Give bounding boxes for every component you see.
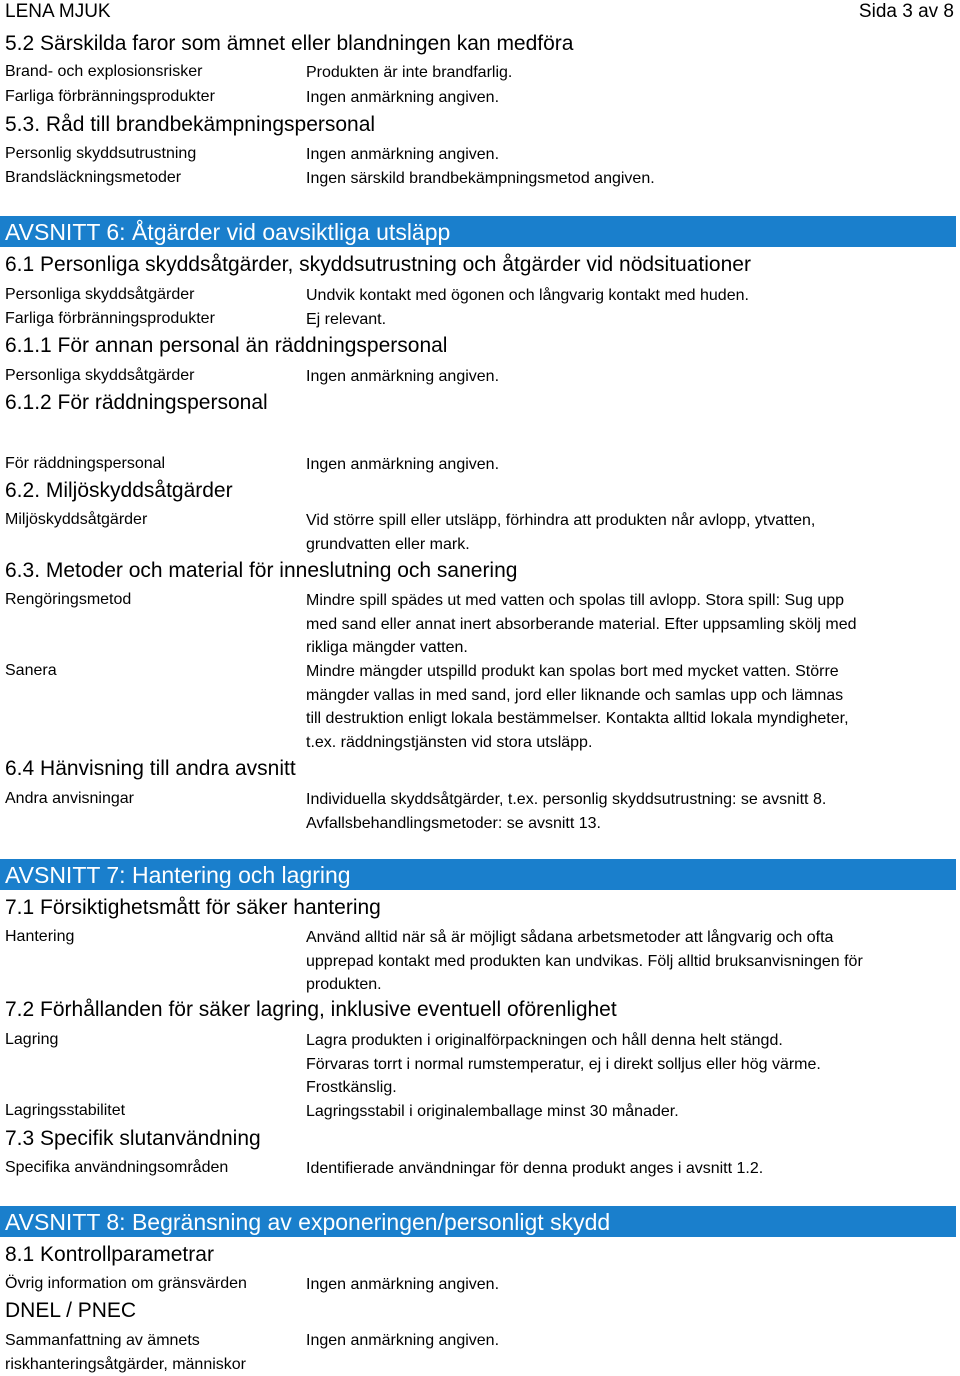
section-title-7-3: 7.3 Specifik slutanvändning <box>5 1127 261 1150</box>
section-title-6-2: 6.2. Miljöskyddsåtgärder <box>5 479 233 502</box>
field-label: Brand- och explosionsrisker <box>5 63 203 80</box>
section-title-6-1-1: 6.1.1 För annan personal än räddningspersonal <box>5 334 448 357</box>
field-label: För räddningspersonal <box>5 455 166 472</box>
field-value: Identifierade användningar för denna produkt anges i avsnitt 1.2. <box>306 1160 764 1177</box>
field-label: Andra anvisningar <box>5 790 134 807</box>
field-value: Mindre mängder utspilld produkt kan spolas bort med mycket vatten. Större mängder vallas in med sand, jord eller liknande och samlas upp och lämnas till destruktion enligt lokala bestämmelser. Kontakta alltid lokala myndigheter, t.ex. räddningstjänsten vid stora utsläpp. <box>306 663 849 751</box>
field-value: Ingen anmärkning angiven. <box>306 1276 500 1293</box>
section-title-5-3: 5.3. Råd till brandbekämpningspersonal <box>5 113 376 136</box>
field-label: Miljöskyddsåtgärder <box>5 511 148 528</box>
field-value: Ingen anmärkning angiven. <box>306 89 500 106</box>
section-title-5-2: 5.2 Särskilda faror som ämnet eller blandningen kan medföra <box>5 32 574 55</box>
field-value: Ingen anmärkning angiven. <box>306 456 500 473</box>
section-title-dnel-pnec: DNEL / PNEC <box>5 1299 137 1322</box>
field-label: Övrig information om gränsvärden <box>5 1275 247 1292</box>
section-band-7 <box>0 859 956 890</box>
field-label: Lagringsstabilitet <box>5 1102 126 1119</box>
field-label: Specifika användningsområden <box>5 1159 229 1176</box>
field-label: Sanera <box>5 662 57 679</box>
section-title-6-1-2: 6.1.2 För räddningspersonal <box>5 391 268 414</box>
field-label: Sammanfattning av ämnets riskhanteringsåtgärder, människor <box>5 1332 247 1373</box>
field-label: Personlig skyddsutrustning <box>5 145 197 162</box>
field-value: Lagra produkten i originalförpackningen och håll denna helt stängd. Förvaras torrt i normal rumstemperatur, ej i direkt solljus eller hög värme. Frostkänslig. <box>306 1032 821 1096</box>
section-band-title: AVSNITT 7: Hantering och lagring <box>5 862 351 888</box>
section-band-6 <box>0 216 956 247</box>
field-value: Individuella skyddsåtgärder, t.ex. personlig skyddsutrustning: se avsnitt 8. Avfallsbehandlingsmetoder: se avsnitt 13. <box>306 791 827 832</box>
section-band-8 <box>0 1206 956 1237</box>
section-title-8-1: 8.1 Kontrollparametrar <box>5 1243 214 1266</box>
section-title-6-3: 6.3. Metoder och material för inneslutning och sanering <box>5 559 518 582</box>
section-band-title: AVSNITT 6: Åtgärder vid oavsiktliga utsläpp <box>5 219 451 245</box>
field-value: Ingen anmärkning angiven. <box>306 1332 500 1349</box>
field-value: Ingen anmärkning angiven. <box>306 368 500 385</box>
field-label: Personliga skyddsåtgärder <box>5 367 195 384</box>
section-band-title: AVSNITT 8: Begränsning av exponeringen/personligt skydd <box>5 1209 611 1235</box>
field-label: Farliga förbränningsprodukter <box>5 88 215 105</box>
field-value: Undvik kontakt med ögonen och långvarig kontakt med huden. <box>306 287 749 304</box>
field-value: Vid större spill eller utsläpp, förhindra att produkten når avlopp, ytvatten, grundvatten eller mark. <box>306 512 816 553</box>
field-value: Ingen särskild brandbekämpningsmetod angiven. <box>306 170 655 187</box>
page-number: Sida 3 av 8 <box>858 1 954 22</box>
field-value: Mindre spill spädes ut med vatten och spolas till avlopp. Stora spill: Sug upp med sand eller annat inert absorberande material. Efter uppsamling skölj med rikliga mängder vatten. <box>306 592 857 656</box>
field-label: Personliga skyddsåtgärder <box>5 286 195 303</box>
company-name: LENA MJUK <box>5 1 111 22</box>
field-label: Rengöringsmetod <box>5 591 132 608</box>
section-title-7-2: 7.2 Förhållanden för säker lagring, inklusive eventuell oförenlighet <box>5 998 617 1021</box>
field-value: Ingen anmärkning angiven. <box>306 146 500 163</box>
field-label: Lagring <box>5 1031 59 1048</box>
section-title-6-1: 6.1 Personliga skyddsåtgärder, skyddsutrustning och åtgärder vid nödsituationer <box>5 253 751 276</box>
field-value: Ej relevant. <box>306 311 387 328</box>
field-value: Produkten är inte brandfarlig. <box>306 64 513 81</box>
section-title-6-4: 6.4 Hänvisning till andra avsnitt <box>5 757 296 780</box>
field-label: Brandsläckningsmetoder <box>5 169 182 186</box>
field-label: Hantering <box>5 928 75 945</box>
field-value: Använd alltid när så är möjligt sådana arbetsmetoder att långvarig och ofta upprepad kontakt med produkten kan undvikas. Följ alltid bruksanvisningen för produkten. <box>306 929 863 993</box>
field-value: Lagringsstabil i originalemballage minst 30 månader. <box>306 1103 679 1120</box>
section-title-7-1: 7.1 Försiktighetsmått för säker hantering <box>5 896 381 919</box>
field-label: Farliga förbränningsprodukter <box>5 310 215 327</box>
